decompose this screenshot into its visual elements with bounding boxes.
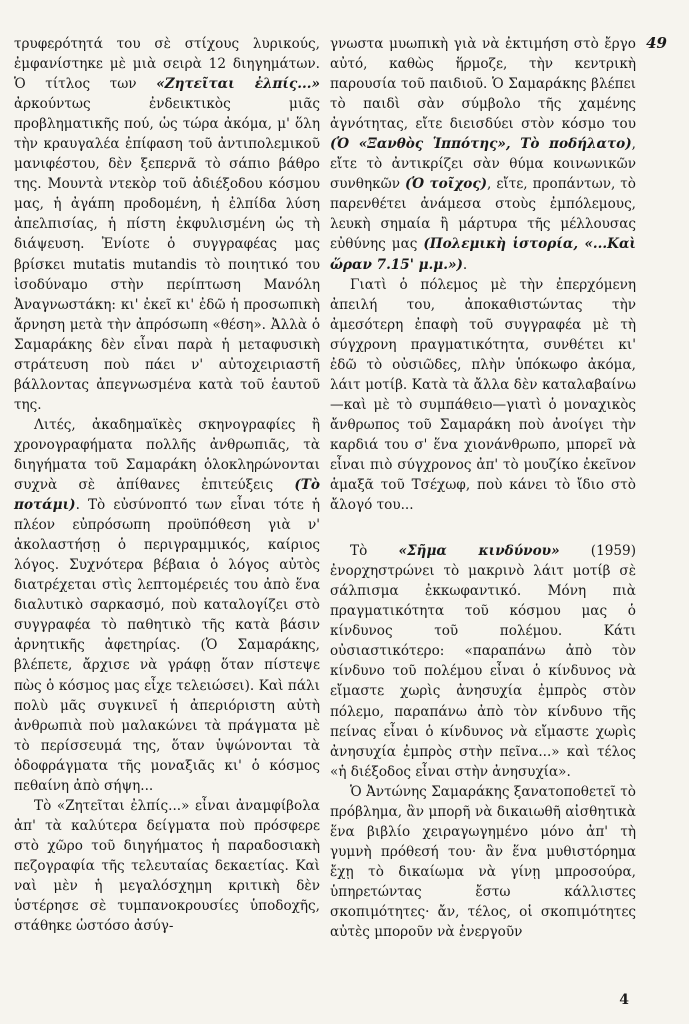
left-column [14,34,320,936]
left-paragraph-2 [14,415,320,796]
right-paragraph-2: Γιατὶ ὁ πόλεμος μὲ τὴν ἐπερχόμενη ἀπειλή του, ἀποκαθιστώντας τὴν ἀμεσότερη ἐπαφὴ τοῦ συγγραφέα μὲ τὴ σύγχρονη πραγματικότητα, συνθέτει κι' ἐδῶ τὸ οὐσιῶδες, πλὴν ὑπόκωφο ἀκόμα, λάιτ μοτίβ. Κατὰ τὰ ἄλλα δὲν καταλαβαίνω—καὶ μὲ τὸ συμπάθειο—γιατὶ ὁ μοναχικὸς ἄνθρωπος τοῦ Σαμαράκη ποὺ ἀνοίγει τὴν καρδιά του σ' ἕνα χιονάνθρωπο, μπορεῖ νὰ εἶναι πιὸ σύγχρονος ἀπ' τὸ μουζίκο ἐκεῖνον ἁμαξᾶ τοῦ Τσέχωφ, ποὺ κάνει τὸ ἴδιο στὸ ἄλογό του... [330,276,636,514]
book-title: «Ζητεῖται ἐλπίς...» [156,76,320,93]
page-number-bottom: 4 [619,992,629,1008]
book-title: «Σῆμα κινδύνου» [398,543,560,560]
text: Τὸ «Ζητεῖται ἐλπίς...» εἶναι ἀναμφίβολα ἀπ' τὰ καλύτερα δείγματα ποὺ πρόσφερε στὸ χῶρο τοῦ διηγήματος ἡ παραδοσιακὴ πεζογραφία τῆς τελευταίας δεκαετίας. Καὶ ναὶ μὲν ἡ μεγαλόσχημη κριτικὴ δὲν ὑστέρησε σὲ τυμπανοκρουσίες ὑποδοχῆς, στάθηκε ὡστόσο ἀσύγ- [14,797,320,935]
right-paragraph-1 [330,34,636,275]
story-title: (Τὸ ποτάμι) [14,477,320,514]
right-paragraph-4: Ὁ Ἀντώνης Σαμαράκης ξανατοποθετεῖ τὸ πρόβλημα, ἂν μπορῆ νὰ δικαιωθῆ αἰσθητικὰ ἕνα βιβλίο χειραγωγημένο μόνο ἀπ' τὴ γυμνὴ πρόθεσή του· ἂν ἕνα μυθιστόρημα ἔχῃ τὸ δικαίωμα νὰ γίνῃ μπροσούρα, ὑπηρετώντας ἔστω κάλλιστες σκοπιμότητες· ἄν, τέλος, οἱ σκοπιμότητες αὐτὲς μποροῦν νὰ ἐνεργοῦν [330,783,636,941]
text: . [462,256,468,273]
text: Λιτές, ἀκαδημαϊκὲς σκηνογραφίες ἢ χρονογραφήματα πολλῆς ἀνθρωπιᾶς, τὰ διηγήματα τοῦ Σαμαράκη ὁλοκληρώνονται συχνὰ σὲ ἀπίθανες ἐπιτεύξεις [14,416,320,494]
right-column [330,34,636,942]
right-paragraph-3 [330,541,636,782]
page-number-top: 49 [646,34,667,52]
text: γνωστα μυωπικὴ γιὰ νὰ ἐκτιμήση στὸ ἔργο αὐτό, καθὼς ἥρμοζε, τὴν κεντρικὴ παρουσία τοῦ παιδιοῦ. Ὁ Σαμαράκης βλέπει τὸ παιδὶ σὰν σύμβολο τῆς χαμένης ἀγνότητας, εἴτε διεισδύει στὸν κόσμο του [330,36,636,133]
text: ἀρκούντως ἐνδεικτικὸς μιᾶς προβληματικῆς πού, ὡς τώρα ἀκόμα, μ' ὅλη τὴν κραυγαλέα ἐπίφαση τοῦ ἀντιπολεμικοῦ μανιφέστου, δὲν ξεπερνᾶ τὸ σάπιο βάθρο της. Μουντὰ ντεκὸρ τοῦ ἀδιέξοδου κόσμου μας, ἡ ἀγάπη προδομένη, ἡ ἐλπίδα λύση ἀπελπισίας, ἡ πίστη ἐκφυλισμένη ὡς τὴ διάψευση. Ἐνίοτε ὁ συγγραφέας μας βρίσκει mutatis mutandis τὸ ποιητικό του ἰσοδύναμο στὴν περίπτωση Μανόλη Ἀναγνωστάκη: κι' ἐκεῖ κι' ἐδῶ ἡ προσωπικὴ ἄρνηση μετὰ τὴν ἀπρόσωπη «θέση». Ἀλλὰ ὁ Σαμαράκης δὲν εἶναι παρὰ ἡ μεταφυσικὴ στράτευση ποὺ πάει ν' αὐτοχειριαστῆ βάλλοντας ἀπεγνωσμένα κατὰ τοῦ ἑαυτοῦ της. [14,96,320,413]
story-title: (Ὁ «Ξανθὸς Ἱππότης», Τὸ ποδήλατο) [330,136,632,153]
story-title: (Πολεμικὴ ἱστορία, «...Καὶ ὥραν 7.15' μ.μ.») [330,236,636,273]
left-paragraph-1 [14,34,320,415]
story-title: (Ὁ τοῖχος) [404,176,488,193]
section-gap [330,515,636,541]
text: , εἴτε, προπάντων, τὸ παρενθέτει ἀνάμεσα στοὺς ἐμπόλεμους, λευκὴ σημαία ἢ μάρτυρα τῆς μέλλουσας εὐθύνης μας [330,176,636,253]
text: . Τὸ εὐσύνοπτό των εἶναι τότε ἡ πλέον εὐπρόσωπη προϋπόθεση γιὰ ν' ἀκολαστήσῃ ὁ περιγραμμικός, καίριος λόγος. Συχνότερα βέβαια ὁ λόγος αὐτὸς διατρέχεται στὶς λεπτομέρειές του ἀπὸ ἕνα διαλυτικὸ σαρκασμό, ποὺ καταλογίζει στὸ συγγραφέα τὸ παθητικὸ τῆς κατὰ βάσιν ἀρνητικῆς ἀφετηρίας. (Ὁ Σαμαράκης, βλέπετε, ἄρχισε νὰ γράφῃ ὅταν πίστεψε πὼς ὁ κόσμος μας εἶχε τελειώσει). Καὶ πάλι πολὺ μᾶς συγκινεῖ ἡ ἀπεριόριστη αὐτὴ ἀνθρωπιὰ ποὺ μαλακώνει τὰ πράγματα μὲ τὸ περίσσευμά της, ὅταν ὑψώνονται τὰ ὀδοφράγματα τῆς μοναξιᾶς κι' ὁ κόσμος πεθαίνη ἀπὸ σήψη... [14,497,320,794]
text: Τὸ [350,543,399,560]
text: , εἴτε τὸ ἀντικρίζει σὰν θύμα κοινωνικῶν συνθηκῶν [330,136,636,193]
text: τρυφερότητά του σὲ στίχους λυρικούς, ἐμφανίστηκε μὲ μιὰ σειρὰ 12 διηγημάτων. Ὁ τίτλος των [14,36,320,93]
left-paragraph-3 [14,796,320,936]
text: (1959) ἐνορχηστρώνει τὸ μακρινὸ λάιτ μοτίβ σὲ σάλπισμα ἐκκωφαντικό. Μόνη πιὰ πραγματικότητα τοῦ κόσμου μας ὁ κίνδυνος τοῦ πολέμου. Κάτι οὐσιαστικότερο: «παραπάνω ἀπὸ τὸν κίνδυνο τοῦ πολέμου εἶναι ὁ κίνδυνος νὰ εἴμαστε χωρὶς ἀνησυχία ἐμπρὸς στὸν πόλεμο, παραπάνω ἀπὸ τὸν κίνδυνο τῆς πείνας εἶναι ὁ κίνδυνος νὰ εἴμαστε χωρὶς ἀνησυχία ἐμπρὸς στὴν πεῖνα...» καὶ τέλος «ἡ διέξοδος εἶναι στὴν ἀνησυχία». [330,543,636,780]
